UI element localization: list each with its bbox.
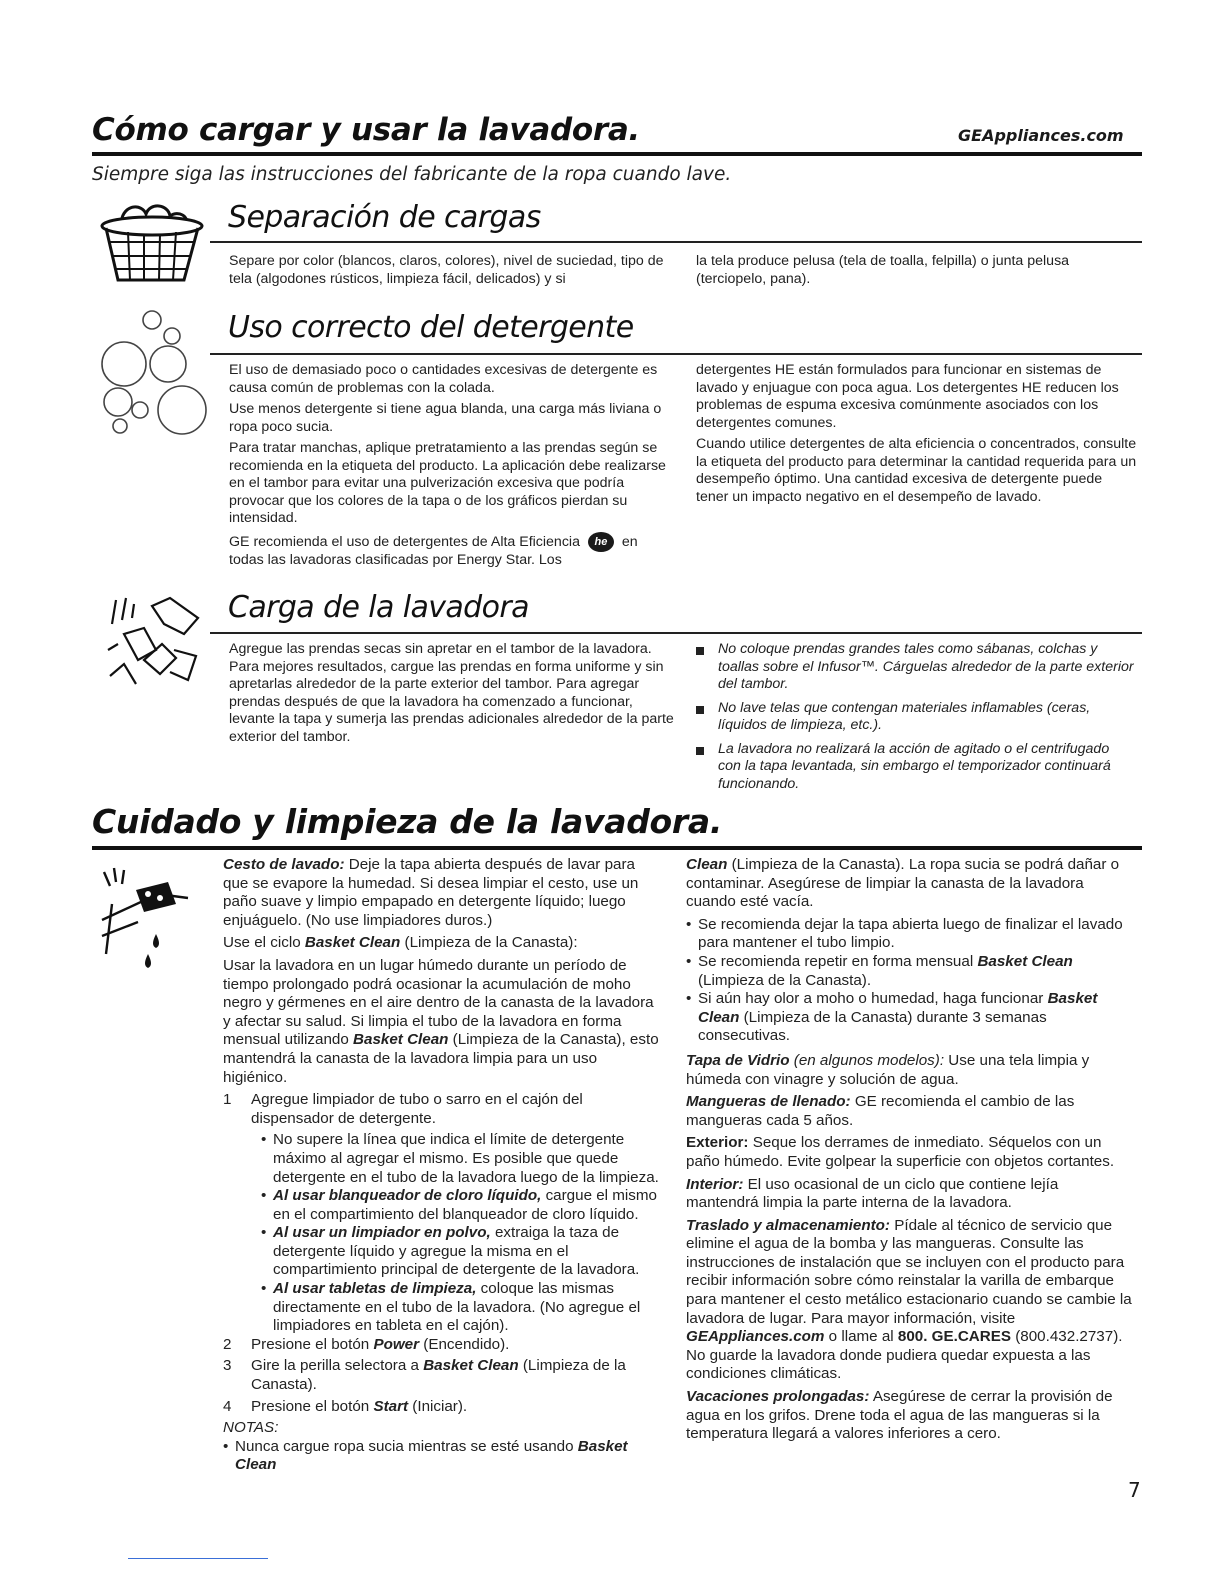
nota-text: Nunca cargue ropa sucia mientras se esté usando (235, 1437, 574, 1455)
step-2 (223, 1336, 663, 1355)
substep-label: Al usar tabletas de limpieza, (273, 1280, 477, 1298)
phone-number: 800. GE.CARES (897, 1328, 1011, 1346)
det-p4 (229, 532, 674, 570)
sep-right-text (696, 253, 1136, 292)
step-number: 3 (223, 1357, 232, 1375)
footer-link-underline (128, 1558, 268, 1559)
tapa-paragraph (686, 1052, 1132, 1089)
tapa-label: Tapa de Vidrio (686, 1051, 790, 1069)
det-right-column (696, 362, 1138, 510)
exterior-paragraph (686, 1134, 1132, 1171)
bullet-text: Si aún hay olor a moho o humedad, haga funcionar (698, 990, 1044, 1008)
sep-right-paragraph: la tela produce pelusa (tela de toalla, felpilla) o junta pelusa (terciopelo, pana). (696, 253, 1070, 287)
use-ciclo-paragraph (223, 934, 663, 953)
mangueras-paragraph (686, 1093, 1132, 1130)
site-link[interactable]: GEAppliances.com (686, 1328, 825, 1346)
vacaciones-paragraph (686, 1388, 1132, 1444)
section-title-detergente: Uso correcto del detergente (228, 310, 634, 345)
sep-left-paragraph: Separe por color (blancos, claros, colores), nivel de suciedad, tipo de tela (algodones rústicos, limpieza fácil, delicados) y si (229, 253, 664, 287)
section-rule (210, 632, 1142, 634)
right-bullet (686, 916, 1132, 953)
clean-paragraph (686, 856, 1132, 912)
det-r2: Cuando utilice detergentes de alta eficiencia o concentrados, consulte la etiqueta del producto para determinar la cantidad requerida para un desempeño óptimo. Una cantidad excesiva de detergente puede tener un impacto negativo en el desempeño de lavado. (696, 436, 1137, 505)
det-left-column (229, 362, 674, 573)
cuidado-right-column (686, 856, 1132, 1448)
step-text: Agregue limpiador de tubo o sarro en el cajón del dispensador de detergente. (251, 1091, 583, 1127)
tapa-text: Use una tela limpia y húmeda con vinagre y solución de agua. (686, 1051, 1090, 1088)
basket-clean-label: Basket Clean (304, 934, 401, 952)
step-text: Presione el botón (251, 1397, 370, 1415)
cesto-text: Deje la tapa abierta después de lavar para que se evapore la humedad. Si desea limpiar el cesto, use un paño suave y limpio empapado en detergente líquido; luego enjuáguelo. (No use limpiadores duros.) (223, 856, 639, 929)
mangueras-text: GE recomienda el cambio de las mangueras cada 5 años. (686, 1093, 1075, 1129)
section-title-cuidado: Cuidado y limpieza de la lavadora. (92, 802, 723, 841)
vacaciones-label: Vacaciones prolongadas: (686, 1388, 870, 1406)
page-number: 7 (1128, 1478, 1141, 1502)
nota-1 (223, 1438, 663, 1475)
title-rule (92, 846, 1142, 850)
det-p3: Para tratar manchas, aplique pretratamiento a las prendas según se recomienda en la etiqueta del producto. La aplicación debe realizarse en el tambor para evitar una pulverización excesiva que podría provocar que los colores de la tapa o de los gráficos pierdan su intensidad. (229, 440, 666, 526)
basket-clean-label: Basket Clean (698, 990, 1098, 1026)
bullet-text: Se recomienda repetir en forma mensual (698, 952, 974, 970)
exterior-label: Exterior: (686, 1134, 749, 1152)
det-p4-text: GE recomienda el uso de detergentes de Alta Eficiencia (229, 533, 580, 550)
step-number: 2 (223, 1335, 232, 1353)
basket-clean-label: Basket Clean (423, 1357, 519, 1375)
right-bullet (686, 990, 1132, 1046)
interior-label: Interior: (686, 1175, 744, 1193)
basket-clean-label: Basket Clean (977, 952, 1073, 970)
clean-label: Clean (686, 856, 728, 873)
interior-text: El uso ocasional de un ciclo que contiene lejía mantendrá limpia la parte interna de la lavadora. (686, 1175, 1059, 1212)
he-logo-icon: he (588, 532, 614, 552)
basket-clean-label: Basket Clean (235, 1437, 628, 1474)
section-rule (210, 353, 1142, 355)
traslado-paragraph (686, 1217, 1132, 1384)
usar-text: Usar la lavadora en un lugar húmedo durante un período de tiempo prolongado podrá ocasionar la acumulación de moho negro y gérmenes en el aire dentro de la canasta de la lavadora y afectar su salud. Si limpia el tubo de la lavadora en forma mensual utilizando (223, 956, 654, 1049)
carga-bullet: No lave telas que contengan materiales inflamables (ceras, líquidos de limpieza, etc.). (696, 700, 1136, 735)
traslado-text-end: (800.432.2737). No guarde la lavadora donde pudiera quedar expuesta a las condiciones climáticas. (686, 1328, 1123, 1383)
step-text: Presione el botón (251, 1335, 370, 1353)
sponge-cleaning-icon (98, 864, 198, 974)
bullet-text: Se recomienda dejar la tapa abierta luego de finalizar el lavado para mantener el tubo limpio. (698, 915, 1123, 952)
exterior-text: Seque los derrames de inmediato. Séquelos con un paño húmedo. Evite golpear la superficie con objetos cortantes. (686, 1134, 1115, 1170)
traslado-label: Traslado y almacenamiento: (686, 1216, 890, 1234)
det-p2: Use menos detergente si tiene agua blanda, una carga más liviana o ropa poco sucia. (229, 401, 662, 435)
step-number: 1 (223, 1091, 232, 1109)
intro-text: Siempre siga las instrucciones del fabricante de la ropa cuando lave. (92, 164, 732, 185)
interior-paragraph (686, 1176, 1132, 1213)
step-text-end: (Limpieza de la Canasta). (251, 1357, 626, 1394)
section-title-carga: Carga de la lavadora (228, 590, 529, 625)
bullet-text-end: (Limpieza de la Canasta). (698, 971, 872, 989)
usar-paragraph (223, 957, 663, 1087)
det-r1: detergentes HE están formulados para funcionar en sistemas de lavado y enjuague con poca agua. Los detergentes HE reducen los problemas de espuma excesiva comúnmente asociados con los detergentes comunes. (696, 362, 1119, 431)
substep (261, 1280, 663, 1336)
substep-text: extraiga la taza de detergente líquido y agregue la misma en el compartimiento principal de detergente de la lavadora. (273, 1224, 640, 1279)
substep-label: Al usar blanqueador de cloro líquido, (273, 1187, 542, 1205)
clean-text: (Limpieza de la Canasta). La ropa sucia se podrá dañar o contaminar. Asegúrese de limpiar la canasta de la lavadora cuando esté vacía. (686, 856, 1120, 911)
carga-p1: Agregue las prendas secas sin apretar en el tambor de la lavadora. Para mejores resultados, cargue las prendas en forma uniforme y sin apretarlas alrededor de la parte exterior del tambor. Para agregar prendas después de que la lavadora ha comenzado a funcionar, levante la tapa y sumerja las prendas adicionales alrededor de la parte exterior del tambor. (229, 641, 674, 745)
power-label: Power (373, 1335, 420, 1353)
clothes-loading-icon (104, 594, 214, 694)
right-bullet (686, 953, 1132, 990)
step-text-end: (Encendido). (423, 1335, 510, 1353)
substep-label: Al usar un limpiador en polvo, (273, 1224, 491, 1242)
bullet-text-end: (Limpieza de la Canasta) durante 3 semanas consecutivas. (698, 1008, 1047, 1045)
mangueras-label: Mangueras de llenado: (686, 1093, 851, 1111)
substep (261, 1131, 663, 1187)
det-p4-tail: todas las lavadoras clasificadas por Energy Star. Los (229, 551, 562, 568)
substep-text: cargue el mismo en el compartimiento del blanqueador de cloro líquido. (273, 1187, 657, 1223)
section-rule (210, 241, 1142, 243)
vacaciones-text: Asegúrese de cerrar la provisión de agua en los grifos. Drene toda el agua de las mangueras si la temperatura llegará a valores inferiores a cero. (686, 1388, 1113, 1443)
section-title-separacion: Separación de cargas (228, 200, 541, 235)
step-text: Gire la perilla selectora a (251, 1357, 419, 1375)
notas-heading: NOTAS: (223, 1419, 279, 1437)
substep-text: No supere la línea que indica el límite de detergente máximo al agregar el mismo. Es posible que quede detergente en el tubo de la lavadora luego de la limpieza. (273, 1131, 659, 1186)
site-url[interactable]: GEAppliances.com (958, 126, 1124, 145)
cesto-label: Cesto de lavado: (223, 856, 345, 873)
substep (261, 1187, 663, 1224)
basket-clean-label: Basket Clean (353, 1031, 449, 1049)
sep-left-text (229, 253, 669, 292)
carga-bullet: La lavadora no realizará la acción de agitado o el centrifugado con la tapa levantada, sin embargo el temporizador continuará funcionando. (696, 741, 1136, 794)
det-p1: El uso de demasiado poco o cantidades excesivas de detergente es causa común de problemas con la colada. (229, 362, 658, 396)
tapa-models: (en algunos modelos): (793, 1051, 945, 1069)
carga-left-column (229, 641, 675, 750)
use-text-end: (Limpieza de la Canasta): (404, 934, 578, 952)
page-title: Cómo cargar y usar la lavadora. (92, 112, 640, 148)
substep (261, 1224, 663, 1280)
det-p4-en: en (621, 533, 638, 550)
traslado-text-mid: o llame al (828, 1328, 894, 1346)
laundry-basket-icon (92, 196, 207, 286)
use-text: Use el ciclo (223, 934, 301, 952)
bubbles-icon (100, 302, 210, 442)
step-1 (223, 1091, 663, 1128)
cuidado-left-column (223, 856, 663, 1475)
title-rule (92, 152, 1142, 156)
carga-bullet: No coloque prendas grandes tales como sábanas, colchas y toallas sobre el Infusor™. Cárguelas alrededor de la parte exterior del tambor. (696, 641, 1136, 694)
carga-right-column (696, 641, 1136, 799)
start-label: Start (373, 1397, 409, 1415)
substep-text: coloque las mismas directamente en el tubo de la lavadora. (No agregue el limpiadores en tableta en el cajón). (273, 1280, 641, 1335)
usar-text-end: (Limpieza de la Canasta), esto mantendrá la canasta de la lavadora limpia para un uso higiénico. (223, 1031, 659, 1086)
cesto-paragraph (223, 856, 663, 930)
step-3 (223, 1357, 663, 1394)
step-1-substeps (223, 1131, 663, 1336)
step-text-end: (Iniciar). (412, 1397, 468, 1415)
step-4 (223, 1398, 663, 1417)
step-number: 4 (223, 1397, 232, 1415)
traslado-text: Pídale al técnico de servicio que elimine el agua de la bomba y las mangueras. Consulte las instrucciones de instalación que se incluyen con el producto para recibir información sobre cómo reinstalar la varilla de embarque para mantener el cesto metálico estacionario cuando se cambie la lavadora de lugar. Para mayor información, visite (686, 1216, 1132, 1327)
